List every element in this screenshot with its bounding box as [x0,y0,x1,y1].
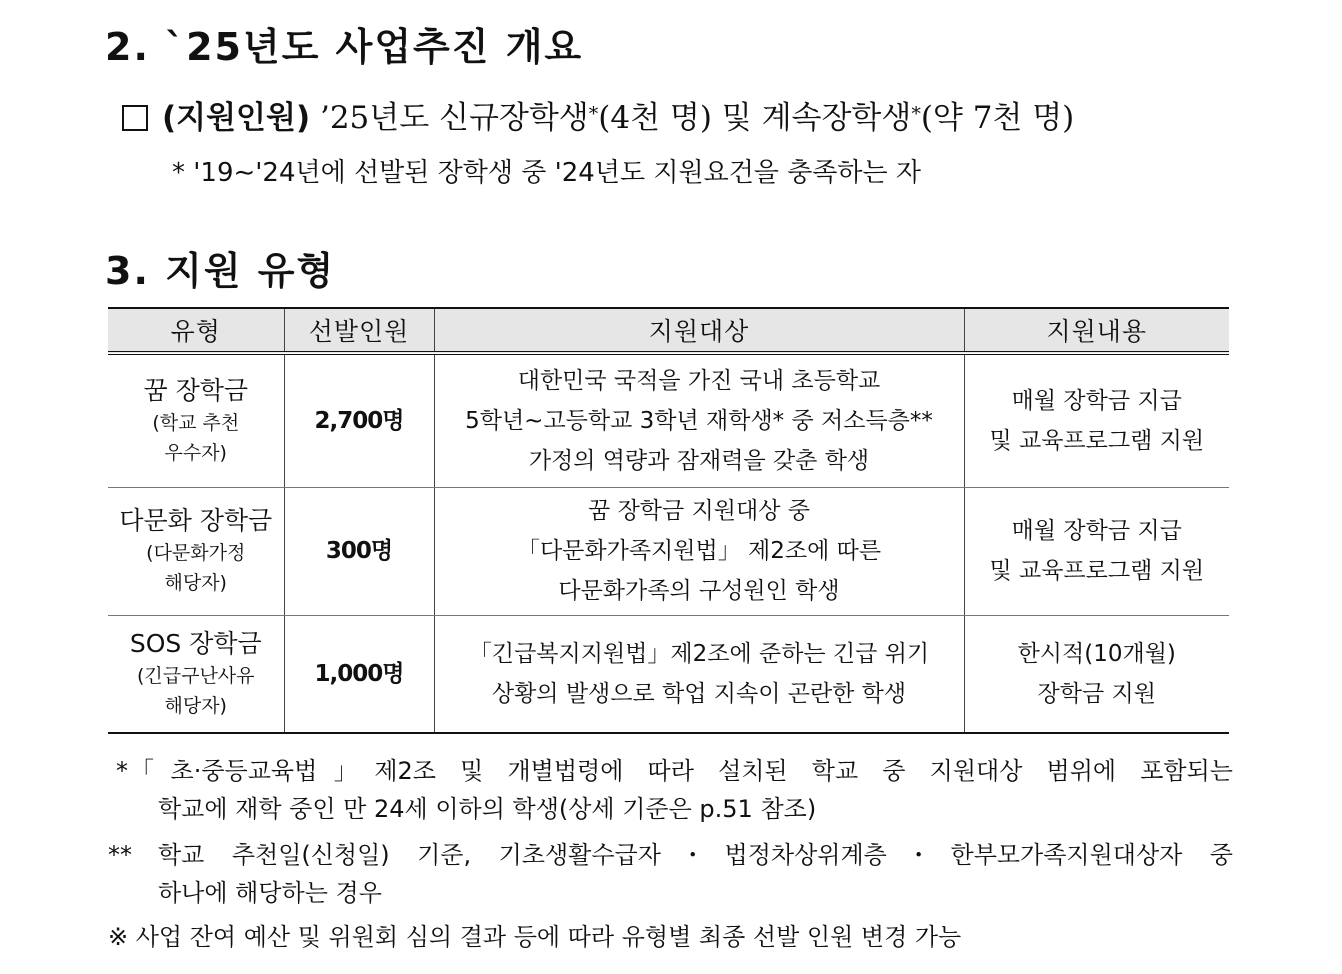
cell-content [964,353,1229,487]
target-line-1: 대한민국 국적을 가진 국내 초등학교 [517,367,881,394]
content-line-2: 장학금 지원 [1037,680,1156,707]
item-text-b: (4천 명) 및 계속장학생 [598,100,912,136]
count-value: 300명 [325,538,393,564]
count-value: 2,700명 [314,407,404,434]
content-line-2: 및 교육프로그램 지원 [989,427,1205,454]
type-name: SOS 장학금 [129,628,262,658]
note-1-mark: * [116,757,128,785]
table-row [108,615,1229,733]
item-text-c: (약 7천 명) [920,100,1075,136]
note-2-mark: ** [108,841,132,869]
header-type: 유형 [108,308,284,353]
type-sub-2: 해당자) [164,572,227,594]
item-text-a: ’25년도 신규장학생 [310,100,589,136]
header-content: 지원내용 [964,308,1229,353]
support-type-table [108,307,1229,734]
content-line-1: 매월 장학금 지급 [1011,518,1182,544]
cell-count [284,487,434,615]
note-1 [108,752,1233,828]
target-line-1: 「긴급복지지원법」제2조에 준하는 긴급 위기 [468,640,930,667]
target-line-2: 상황의 발생으로 학업 지속이 곤란한 학생 [491,680,907,707]
support-personnel-item [122,92,1074,137]
cell-type [108,353,284,487]
cell-target [434,487,964,615]
note-2 [108,836,1233,912]
section-2-footnote: * '19∼'24년에 선발된 장학생 중 '24년도 지원요건을 충족하는 자 [172,158,922,188]
type-name: 꿈 장학금 [143,375,249,405]
type-sub-2: 우수자) [164,441,227,464]
note-1-line-2: 학교에 재학 중인 만 24세 이하의 학생(상세 기준은 p.51 참조) [158,795,817,823]
item-star-b: * [911,103,921,125]
type-name: 다문화 장학금 [119,506,273,535]
type-sub-1: (긴급구난사유 [136,664,255,687]
note-2-line-1: 학교 추천일(신청일) 기준, 기초생활수급자・법정차상위계층・한부모가족지원대상자 중 [158,841,1233,869]
content-line-1: 매월 장학금 지급 [1011,387,1182,414]
target-line-2: 「다문화가족지원법」 제2조에 따른 [516,538,882,564]
type-sub-2: 해당자) [164,694,227,717]
note-1-line-1: 「초·중등교육법」제2조 및 개별법령에 따라 설치된 학교 중 지원대상 범위에 포함되는 [130,757,1233,785]
content-line-2: 및 교육프로그램 지원 [989,558,1205,584]
table-row [108,487,1229,615]
note-3 [108,918,1233,956]
checkbox-icon [122,105,148,131]
cell-count [284,615,434,733]
item-star-a: * [588,103,599,125]
cell-target [434,353,964,487]
cell-content [964,487,1229,615]
cell-count [284,353,434,487]
header-target: 지원대상 [434,308,964,353]
content-line-1: 한시적(10개월) [1017,640,1176,667]
type-sub-1: (학교 추천 [152,411,240,434]
target-line-3: 다문화가족의 구성원인 학생 [558,578,840,604]
section-2-title: 2. `25년도 사업추진 개요 [105,25,584,69]
type-sub-1: (다문화가정 [146,542,246,564]
note-3-text: ※ 사업 잔여 예산 및 위원회 심의 결과 등에 따라 유형별 최종 선발 인원 변경 가능 [108,923,962,951]
section-3-title: 3. 지원 유형 [105,249,336,293]
table-header-row [108,308,1229,353]
count-value: 1,000명 [314,660,404,687]
table-row [108,353,1229,487]
cell-content [964,615,1229,733]
note-2-line-2: 하나에 해당하는 경우 [158,879,382,907]
header-count: 선발인원 [284,308,434,353]
cell-type [108,487,284,615]
cell-type [108,615,284,733]
item-label: (지원인원) [162,100,311,136]
target-line-1: 꿈 장학금 지원대상 중 [588,498,810,524]
target-line-3: 가정의 역량과 잠재력을 갖춘 학생 [528,447,870,474]
cell-target [434,615,964,733]
target-line-2: 5학년∼고등학교 3학년 재학생* 중 저소득층** [465,407,933,434]
